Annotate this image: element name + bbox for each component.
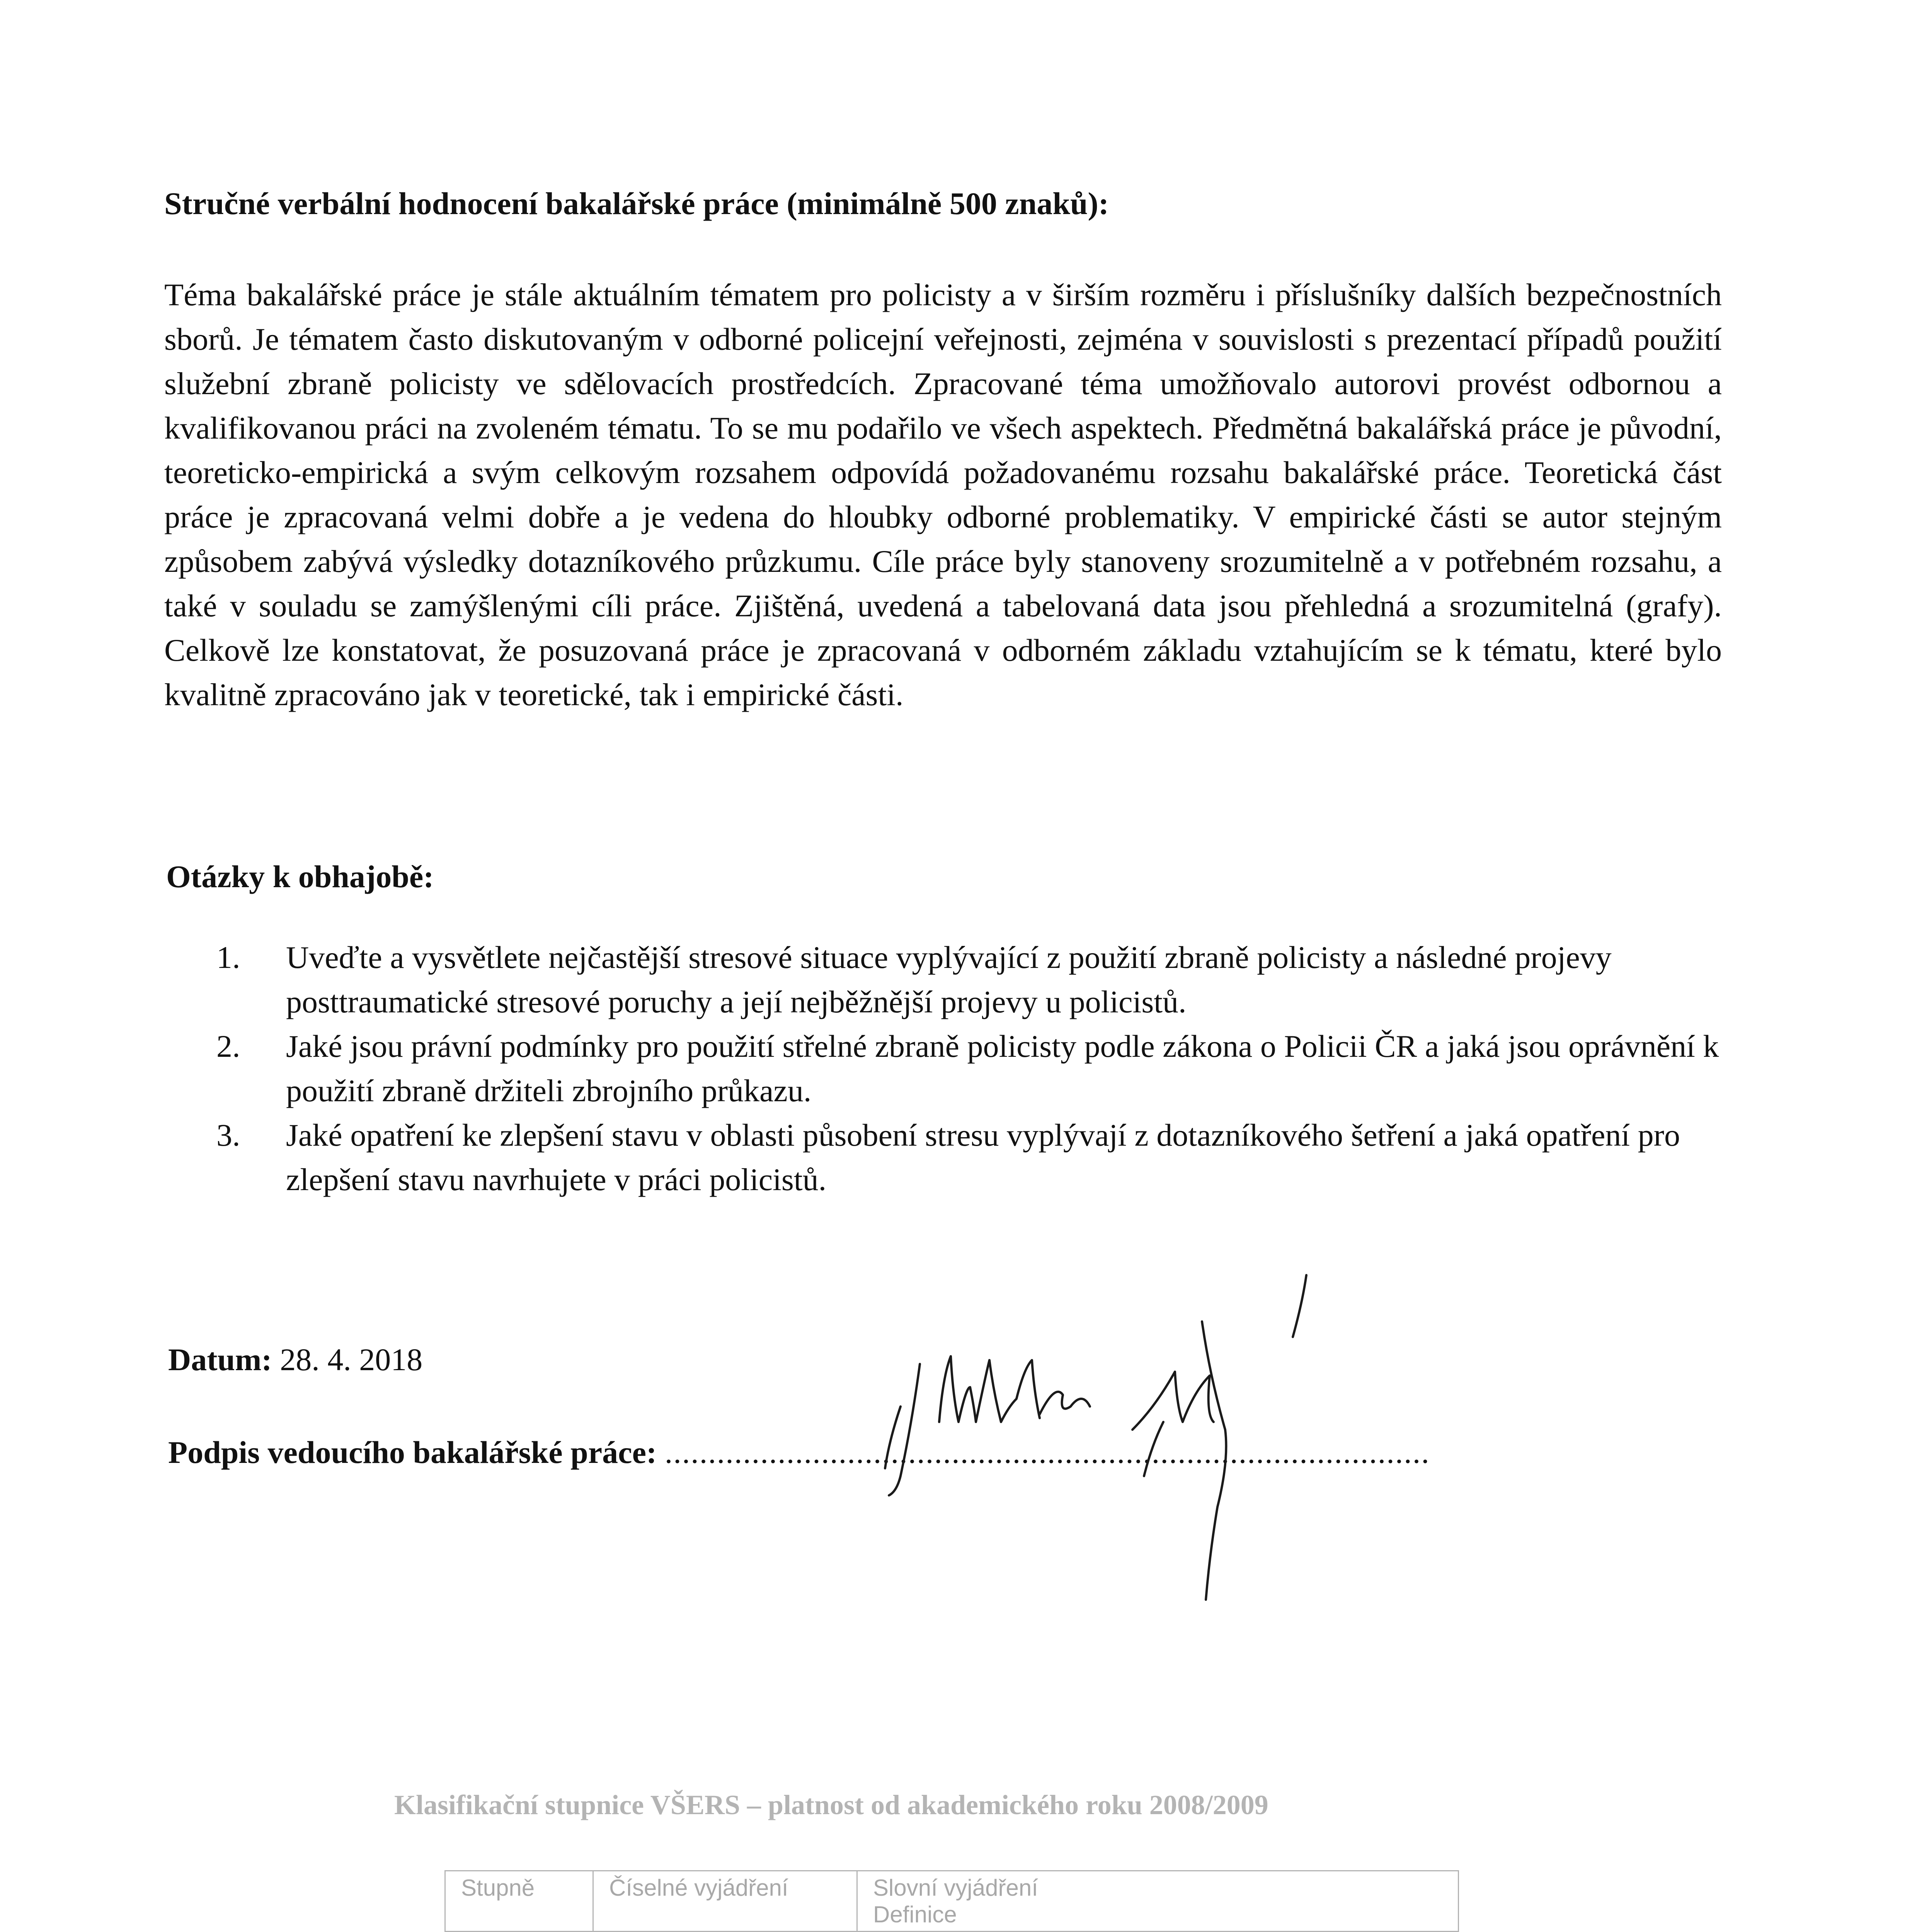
header-numeric: Číselné vyjádření bbox=[593, 1871, 857, 1932]
handwritten-signature bbox=[823, 1260, 1364, 1607]
signature-label: Podpis vedoucího bakalářské práce: bbox=[168, 1435, 657, 1470]
grading-scale-table bbox=[444, 1870, 1459, 1932]
date-label: Datum: bbox=[168, 1342, 272, 1377]
question-text: Uveďte a vysvětlete nejčastější stresové situace vyplývající z použití zbraně policisty a následné projevy posttraumatické stresové poruchy a její nejběžnější projevy u policistů. bbox=[286, 940, 1612, 1019]
question-item bbox=[216, 935, 1743, 1024]
question-text: Jaké opatření ke zlepšení stavu v oblasti působení stresu vyplývají z dotazníkového šetření a jaká opatření pro zlepšení stavu navrhujete v práci policistů. bbox=[286, 1117, 1680, 1197]
grading-scale-title: Klasifikační stupnice VŠERS – platnost od akademického roku 2008/2009 bbox=[394, 1789, 1268, 1820]
question-item bbox=[216, 1024, 1743, 1113]
question-number: 3. bbox=[216, 1117, 240, 1153]
header-verbal bbox=[857, 1871, 1459, 1932]
signature-dots: ........................................................................................ bbox=[664, 1435, 1430, 1470]
header-grade: Stupně bbox=[445, 1871, 593, 1932]
verbal-evaluation-heading: Stručné verbální hodnocení bakalářské práce (minimálně 500 znaků): bbox=[164, 186, 1109, 221]
date-line bbox=[168, 1341, 422, 1379]
header-definition-label: Definice bbox=[873, 1901, 957, 1927]
header-verbal-label: Slovní vyjádření bbox=[873, 1875, 1038, 1901]
date-value: 28. 4. 2018 bbox=[280, 1342, 423, 1377]
table-header-row bbox=[445, 1871, 1459, 1932]
defense-questions-list bbox=[216, 935, 1743, 1202]
question-number: 1. bbox=[216, 940, 240, 975]
question-number: 2. bbox=[216, 1029, 240, 1064]
defense-questions-heading: Otázky k obhajobě: bbox=[166, 859, 434, 894]
question-text: Jaké jsou právní podmínky pro použití střelné zbraně policisty podle zákona o Policii ČR a jaká jsou oprávnění k použití zbraně držiteli zbrojního průkazu. bbox=[286, 1029, 1719, 1108]
question-item bbox=[216, 1113, 1743, 1202]
verbal-evaluation-text: Téma bakalářské práce je stále aktuálním tématem pro policisty a v širším rozměru i příslušníky dalších bezpečnostních sborů. Je tématem často diskutovaným v odborné policejní veřejnosti, zejména v souvislosti s prezentací případů použití služební zbraně policisty ve sdělovacích prostředcích. Zpracované téma umožňovalo autorovi provést odbornou a kvalifikovanou práci na zvoleném tématu. To se mu podařilo ve všech aspektech. Předmětná bakalářská práce je původní, teoreticko-empirická a svým celkovým rozsahem odpovídá požadovanému rozsahu bakalářské práce. Teoretická část práce je zpracovaná velmi dobře a je vedena do hloubky odborné problematiky. V empirické části se autor stejným způsobem zabývá výsledky dotazníkového průzkumu. Cíle práce byly stanoveny srozumitelně a v potřebném rozsahu, a také v souladu se zamýšlenými cíli práce. Zjištěná, uvedená a tabelovaná data jsou přehledná a srozumitelná (grafy). Celkově lze konstatovat, že posuzovaná práce je zpracovaná v odborném základu vztahujícím se k tématu, které bylo kvalitně zpracováno jak v teoretické, tak i empirické části. bbox=[164, 277, 1722, 712]
